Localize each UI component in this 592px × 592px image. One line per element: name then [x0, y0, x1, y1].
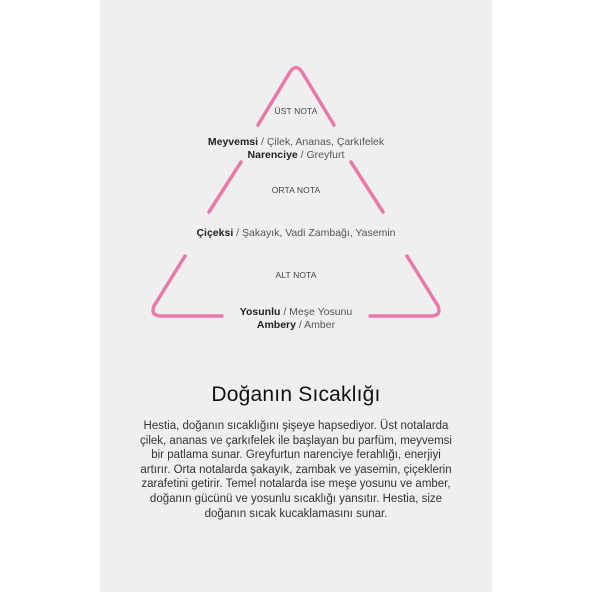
note-separator: / — [295, 319, 305, 331]
note-key: Meyvemsi — [207, 136, 259, 148]
note-value: Meşe Yosunu — [289, 306, 353, 318]
top-note-line-1 — [100, 136, 492, 149]
description-paragraph: Hestia, doğanın sıcaklığını şişeye hapsediyor. Üst notalarda çilek, ananas ve çarkıfelek ile başlayan bu parfüm, meyvemsi bir patlama sunar. Greyfurtun narenciye ferahlığı, enerjiyi artırır. Orta notalarda şakayık, zambak ve yasemin, çiçeklerin zarafetini getirir. Temel notalarda ise meşe yosunu ve amber, doğanın gücünü ve yosunlu sıcaklığı yansıtır. Hestia, size doğanın sıcak kucaklamasını sunar. — [140, 420, 452, 520]
note-key: Çiçeksi — [196, 227, 234, 239]
pyramid-top-segment — [258, 68, 334, 126]
note-key: Narenciye — [247, 149, 298, 161]
note-value: Amber — [304, 319, 336, 331]
note-separator: / — [233, 227, 243, 239]
section-title: Doğanın Sıcaklığı — [211, 383, 381, 406]
note-value: Greyfurt — [306, 149, 345, 161]
top-note-line-2 — [100, 149, 492, 162]
note-value: Çilek, Ananas, Çarkıfelek — [266, 136, 385, 148]
top-note-label: ÜST NOTA — [274, 106, 318, 116]
base-note-label: ALT NOTA — [275, 270, 317, 280]
note-key: Yosunlu — [239, 306, 281, 318]
note-separator: / — [297, 149, 307, 161]
note-value: Şakayık, Vadi Zambağı, Yasemin — [242, 227, 396, 239]
base-note-line-2 — [100, 319, 492, 332]
middle-note-line-1 — [100, 227, 492, 240]
base-note-line-1 — [100, 306, 492, 319]
middle-note-label: ORTA NOTA — [271, 185, 321, 195]
note-separator: / — [258, 136, 267, 148]
note-key: Ambery — [256, 319, 296, 331]
note-separator: / — [280, 306, 290, 318]
